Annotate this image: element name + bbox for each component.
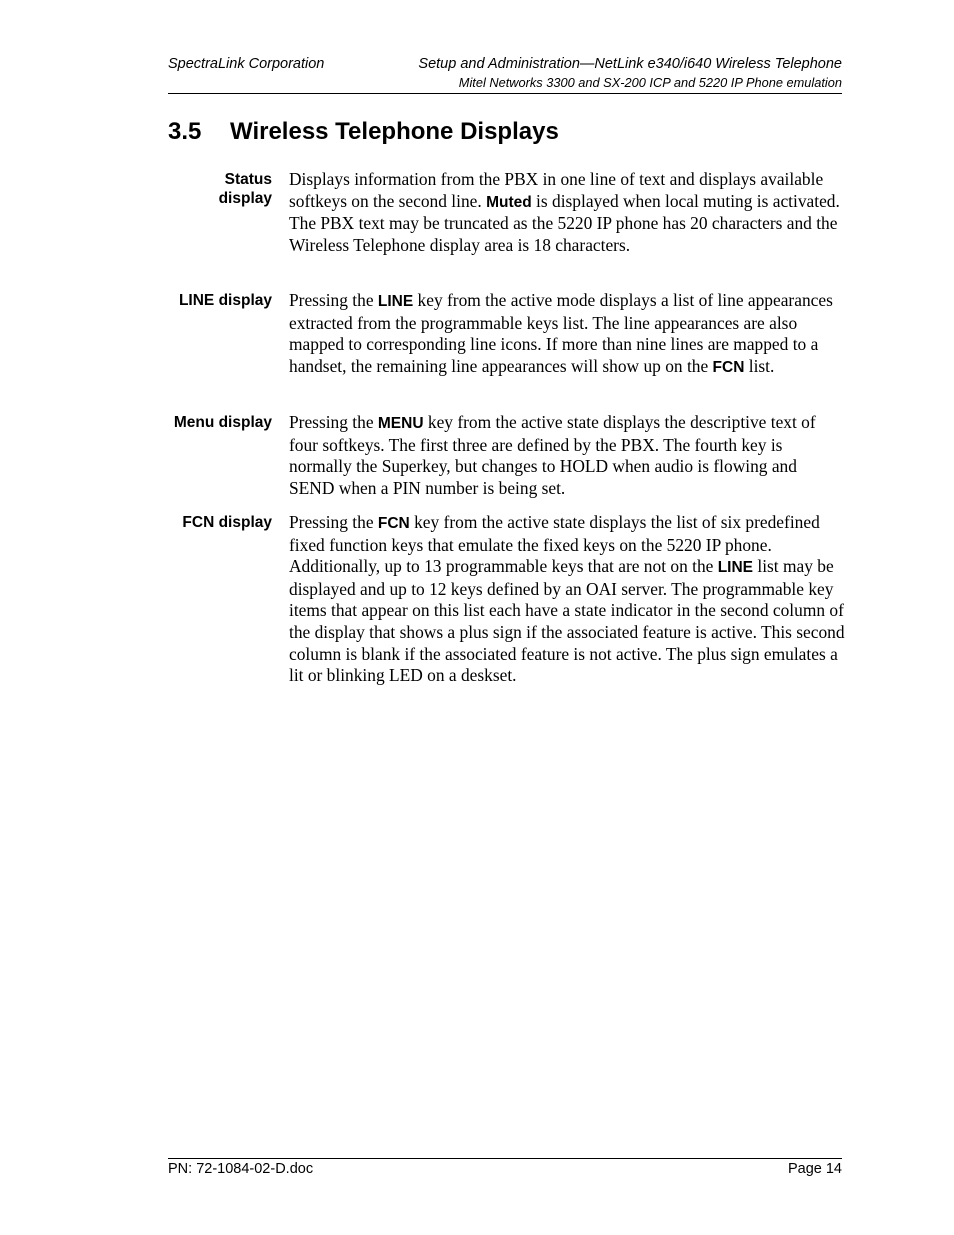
entry-term: LINE display (178, 292, 272, 309)
keyword: LINE (377, 293, 414, 310)
desc-text: list. (744, 355, 775, 376)
footer-doc-number: PN: 72-1084-02-D.doc (168, 1161, 314, 1177)
desc-text: key from the active state displays the list of six predefined fixed function keys that emulate the fixed keys on the 5220 IP phone. Additionally, up to 13 programmable keys that are not on the (289, 512, 820, 577)
entry-description (289, 290, 845, 378)
keyword: LINE (717, 559, 754, 577)
entry-description (289, 412, 845, 499)
desc-text: list may be displayed and up to 12 keys defined by an OAI server. The programmable key items that appear on this list each have a state indicator in the second column of the display that shows a plus sign if the associated feature is active. This second column is blank if the associated feature is not active. The plus sign emulates a lit or blinking LED on a deskset. (289, 556, 845, 686)
desc-text: Displays information from the PBX in one line of text and displays available softkeys on the second line. (289, 169, 824, 211)
entry-description (289, 169, 845, 256)
section-heading (168, 118, 559, 146)
section-title: Wireless Telephone Displays (230, 118, 559, 145)
term-line: display (218, 190, 272, 207)
entry-term: FCN display (182, 514, 272, 531)
header-company: SpectraLink Corporation (168, 56, 325, 72)
footer-page-number: Page 14 (787, 1161, 842, 1177)
term-line: Status (224, 171, 272, 188)
page-header (168, 55, 842, 94)
keyword: FCN (377, 515, 410, 532)
header-subtitle: Mitel Networks 3300 and SX-200 ICP and 5220 IP Phone emulation (458, 75, 842, 90)
keyword: FCN (712, 358, 745, 376)
keyword: Muted (486, 193, 532, 211)
desc-text: Pressing the (289, 512, 378, 532)
keyword: MENU (377, 415, 424, 432)
section-number: 3.5 (168, 118, 202, 145)
desc-text: Pressing the (289, 290, 378, 310)
entry-term (150, 170, 272, 208)
desc-text: key from the active state displays the descriptive text of four softkeys. The first three are defined by the PBX. The fourth key is normally the Superkey, but changes to HOLD when audio is flowing and SEND when a PIN number is being set. (289, 412, 816, 498)
page-footer (168, 1158, 842, 1177)
header-title: Setup and Administration—NetLink e340/i640 Wireless Telephone (418, 56, 842, 72)
desc-text: key from the active mode displays a list of line appearances extracted from the programmable keys list. The line appearances are also mapped to corresponding line icons. If more than nine lines are mapped to a handset, the remaining line appearances will show up on the (289, 290, 833, 376)
desc-text: is displayed when local muting is activated. The PBX text may be truncated as the 5220 IP phone has 20 characters and the Wireless Telephone display area is 18 characters. (289, 190, 840, 255)
desc-text: Pressing the (289, 412, 378, 432)
entry-term: Menu display (173, 414, 272, 431)
entry-description (289, 512, 845, 687)
